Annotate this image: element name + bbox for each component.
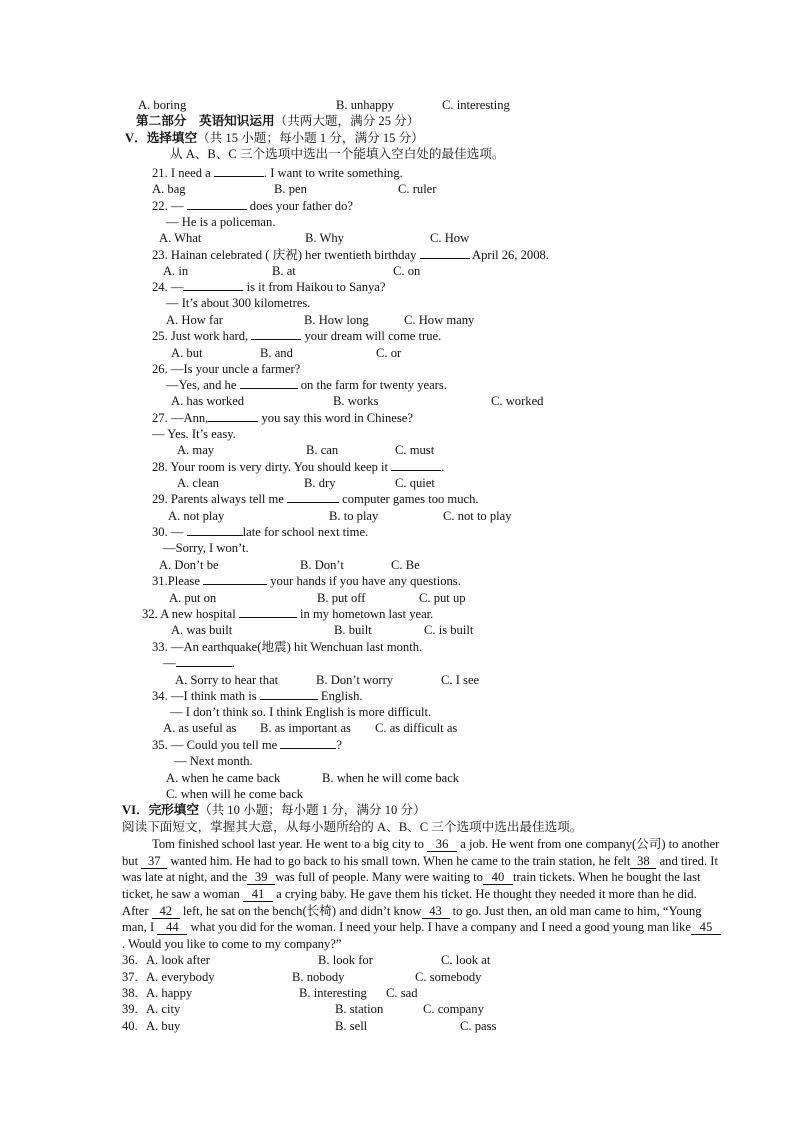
answer-blank [251, 339, 301, 340]
passage-line: man, I 44 what you did for the woman. I need your help. I have a company and I need a good young man like 45 [122, 919, 721, 935]
question-28: 28. Your room is very dirty. You should keep it . [152, 460, 445, 474]
question-25: 25. Just work hard, your dream will come true. [152, 329, 442, 343]
q21-option-a: A. bag [152, 182, 186, 196]
q25-option-b: B. and [260, 346, 293, 360]
section5-info: （共 15 小题；每小题 1 分，满分 15 分） [197, 131, 424, 145]
q35-response: — Next month. [174, 754, 253, 768]
q36-option-c: C. look at [441, 953, 491, 967]
q34-option-a: A. as useful as [163, 721, 237, 735]
q28-option-c: C. quiet [395, 476, 435, 490]
cloze-blank-36: 36 [427, 838, 457, 852]
question-30: 30. — late for school next time. [152, 525, 369, 539]
q26-option-a: A. has worked [171, 394, 245, 408]
q27-response: — Yes. It’s easy. [152, 427, 236, 441]
q39-option-c: C. company [423, 1002, 484, 1016]
cloze-blank-43: 43 [422, 905, 450, 919]
question-31: 31.Please your hands if you have any questions. [152, 574, 461, 588]
question-35: 35. — Could you tell me ? [152, 738, 342, 752]
answer-blank [240, 388, 298, 389]
option-a: A. boring [138, 98, 187, 112]
passage-line: . Would you like to come to my company?” [122, 937, 342, 951]
q23-option-b: B. at [272, 264, 296, 278]
q29-option-a: A. not play [168, 509, 225, 523]
answer-blank [239, 617, 297, 618]
q35-option-b: B. when he will come back [322, 771, 460, 785]
answer-blank [187, 535, 243, 536]
section5-heading [125, 130, 424, 146]
question-24: 24. — is it from Haikou to Sanya? [152, 280, 386, 294]
q34-option-c: C. as difficult as [375, 721, 458, 735]
question-26: 26. —Is your uncle a farmer? [152, 362, 301, 376]
q38-number: 38. [122, 986, 138, 1000]
question-22: 22. — does your father do? [152, 199, 353, 213]
q29-option-c: C. not to play [443, 509, 512, 523]
q30-option-a: A. Don’t be [159, 558, 219, 572]
passage-line: ticket, he saw a woman 41 a crying baby. He gave them his ticket. He thought they needed it more than he did. [122, 887, 697, 901]
q29-option-b: B. to play [329, 509, 379, 523]
answer-blank [176, 666, 232, 667]
cloze-blank-45: 45 [691, 921, 721, 935]
q33-option-c: C. I see [441, 673, 480, 687]
q23-option-c: C. on [393, 264, 421, 278]
q27-option-b: B. can [306, 443, 339, 457]
q22-option-b: B. Why [305, 231, 344, 245]
q38-option-a: A. happy [146, 986, 193, 1000]
cloze-blank-41: 41 [243, 888, 273, 902]
section6-info: （共 10 小题；每小题 1 分，满分 10 分） [198, 803, 426, 817]
question-21: 21. I need a . I want to write something. [152, 166, 403, 180]
answer-blank [187, 209, 247, 210]
q33-response: — . [163, 656, 235, 670]
q22-option-a: A. What [159, 231, 202, 245]
q24-response: — It’s about 300 kilometres. [166, 296, 311, 310]
section6-instruction: 阅读下面短文，掌握其大意，从每小题所给的 A、B、C 三个选项中选出最佳选项。 [122, 820, 583, 834]
question-27: 27. —Ann, you say this word in Chinese? [152, 411, 413, 425]
question-33: 33. —An earthquake(地震) hit Wenchuan last month. [152, 640, 423, 654]
cloze-blank-39: 39 [247, 871, 275, 885]
cloze-blank-42: 42 [152, 905, 180, 919]
q37-option-c: C. somebody [415, 970, 482, 984]
answer-blank [391, 470, 441, 471]
q30-response: —Sorry, I won’t. [163, 541, 249, 555]
q40-option-a: A. buy [146, 1019, 181, 1033]
q30-option-c: C. Be [391, 558, 420, 572]
answer-blank [203, 584, 267, 585]
q36-number: 36. [122, 953, 138, 967]
part2-heading [136, 113, 419, 129]
q23-option-a: A. in [163, 264, 189, 278]
q40-option-c: C. pass [460, 1019, 497, 1033]
passage-line: was late at night, and the 39 was full of people. Many were waiting to 40 train tickets. When he bought the last [122, 870, 701, 884]
part2-info: （共两大题，满分 25 分） [274, 114, 420, 128]
section6-heading [122, 802, 426, 818]
q31-option-b: B. put off [317, 591, 366, 605]
q25-option-c: C. or [376, 346, 402, 360]
q21-option-b: B. pen [274, 182, 307, 196]
q27-option-c: C. must [395, 443, 435, 457]
answer-blank [420, 258, 470, 259]
cloze-blank-44: 44 [157, 921, 187, 935]
passage-line: Tom finished school last year. He went to a big city to 36 a job. He went from one company(公司) to another [152, 837, 720, 851]
question-32: 32. A new hospital in my hometown last year. [142, 607, 434, 621]
q22-response: — He is a policeman. [166, 215, 276, 229]
q37-option-a: A. everybody [146, 970, 215, 984]
q40-option-b: B. sell [335, 1019, 368, 1033]
q28-option-a: A. clean [177, 476, 219, 490]
cloze-blank-40: 40 [483, 871, 513, 885]
q38-option-c: C. sad [386, 986, 418, 1000]
q34-option-b: B. as important as [260, 721, 351, 735]
cloze-blank-38: 38 [630, 855, 656, 869]
q36-option-b: B. look for [318, 953, 373, 967]
q21-option-c: C. ruler [398, 182, 437, 196]
q37-option-b: B. nobody [292, 970, 345, 984]
q39-option-a: A. city [146, 1002, 181, 1016]
question-34: 34. —I think math is English. [152, 689, 363, 703]
q26-response: —Yes, and he on the farm for twenty years. [166, 378, 447, 392]
q25-option-a: A. but [171, 346, 203, 360]
section5-instruction: 从 A、B、C 三个选项中选出一个能填入空白处的最佳选项。 [170, 147, 505, 161]
answer-blank [287, 502, 339, 503]
q24-option-a: A. How far [166, 313, 224, 327]
section6-title: VI．完形填空 [122, 803, 199, 817]
option-b: B. unhappy [336, 98, 395, 112]
q32-option-c: C. is built [424, 623, 474, 637]
answer-blank [280, 748, 336, 749]
cloze-blank-37: 37 [141, 855, 167, 869]
q26-option-b: B. works [333, 394, 379, 408]
q32-option-b: B. built [334, 623, 372, 637]
q33-option-a: A. Sorry to hear that [175, 673, 279, 687]
q40-number: 40. [122, 1019, 138, 1033]
answer-blank [183, 290, 243, 291]
q38-option-b: B. interesting [299, 986, 367, 1000]
q24-option-b: B. How long [304, 313, 369, 327]
q22-option-c: C. How [430, 231, 470, 245]
q28-option-b: B. dry [304, 476, 336, 490]
passage-line: After 42 left, he sat on the bench(长椅) and didn’t know 43 to go. Just then, an old man came to him, “Young [122, 904, 702, 918]
q26-option-c: C. worked [491, 394, 544, 408]
q31-option-c: C. put up [419, 591, 466, 605]
q39-number: 39. [122, 1002, 138, 1016]
option-c: C. interesting [442, 98, 510, 112]
q24-option-c: C. How many [404, 313, 475, 327]
q37-number: 37. [122, 970, 138, 984]
q32-option-a: A. was built [171, 623, 233, 637]
q31-option-a: A. put on [169, 591, 217, 605]
q34-response: — I don’t think so. I think English is more difficult. [170, 705, 432, 719]
passage-line: but 37 wanted him. He had to go back to his small town. When he came to the train station, he felt 38 and tired. It [122, 854, 718, 868]
q33-option-b: B. Don’t worry [316, 673, 394, 687]
q39-option-b: B. station [335, 1002, 384, 1016]
answer-blank [214, 176, 264, 177]
answer-blank [208, 421, 258, 422]
answer-blank [260, 699, 318, 700]
q35-option-a: A. when he came back [166, 771, 281, 785]
part2-title: 第二部分 英语知识运用 [136, 114, 275, 128]
q30-option-b: B. Don’t [300, 558, 344, 572]
q36-option-a: A. look after [146, 953, 210, 967]
question-29: 29. Parents always tell me computer games too much. [152, 492, 479, 506]
section5-title: V．选择填空 [125, 131, 198, 145]
question-23: 23. Hainan celebrated ( 庆祝) her twentieth birthday April 26, 2008. [152, 248, 549, 262]
q27-option-a: A. may [177, 443, 215, 457]
q35-option-c: C. when will he come back [166, 787, 304, 801]
